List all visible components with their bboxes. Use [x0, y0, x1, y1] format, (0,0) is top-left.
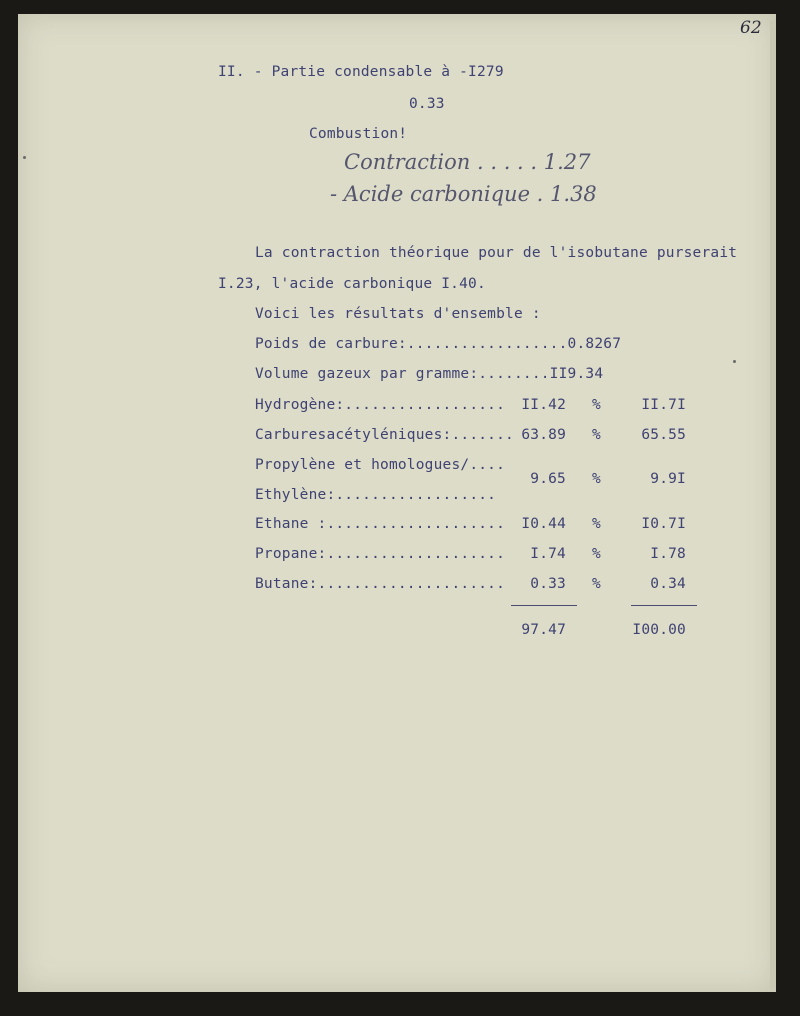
row-label: Hydrogène:.................. — [255, 397, 506, 413]
results-intro: Voici les résultats d'ensemble : — [255, 306, 541, 322]
sum-rule — [511, 605, 577, 606]
row-value-normalized: 9.9I — [650, 471, 686, 487]
row-label: Butane:..................... — [255, 576, 506, 592]
row-label: Propylène et homologues/.... — [255, 457, 506, 473]
row-value-normalized: 65.55 — [641, 427, 686, 443]
percent-sign: % — [592, 576, 601, 592]
row-value-normalized: 0.34 — [650, 576, 686, 592]
volume-line: Volume gazeux par gramme:........II9.34 — [255, 366, 604, 382]
percent-sign: % — [592, 516, 601, 532]
percent-sign: % — [592, 546, 601, 562]
row-value: 9.65 — [530, 471, 566, 487]
row-label: Ethane :.................... — [255, 516, 506, 532]
row-value: 63.89 — [521, 427, 566, 443]
row-value-normalized: I.78 — [650, 546, 686, 562]
row-label: Propane:.................... — [255, 546, 506, 562]
row-value: II.42 — [521, 397, 566, 413]
paper-speck — [733, 360, 736, 363]
row-label-secondary: Ethylène:.................. — [255, 487, 497, 503]
row-label: Carburesacétyléniques:....... — [255, 427, 514, 443]
total-value-normalized: I00.00 — [632, 622, 686, 638]
section-heading: II. - Partie condensable à -I279 — [218, 64, 504, 80]
heading-value: 0.33 — [409, 96, 445, 112]
paragraph-line-2: I.23, l'acide carbonique I.40. — [218, 276, 486, 292]
page-number: 62 — [740, 18, 762, 38]
row-value: I0.44 — [521, 516, 566, 532]
percent-sign: % — [592, 397, 601, 413]
total-value: 97.47 — [521, 622, 566, 638]
row-value-normalized: I0.7I — [641, 516, 686, 532]
percent-sign: % — [592, 427, 601, 443]
paragraph-line-1: La contraction théorique pour de l'isobutane purserait — [255, 245, 738, 261]
row-value-normalized: II.7I — [641, 397, 686, 413]
row-value: I.74 — [530, 546, 566, 562]
poids-line: Poids de carbure:..................0.8267 — [255, 336, 622, 352]
row-value: 0.33 — [530, 576, 566, 592]
paper-speck — [23, 156, 26, 159]
page-edge — [770, 20, 776, 988]
sum-rule-normalized — [631, 605, 697, 606]
handwritten-contraction: Contraction . . . . . 1.27 — [344, 150, 591, 174]
combustion-label: Combustion! — [309, 126, 408, 142]
percent-sign: % — [592, 471, 601, 487]
handwritten-acide-carbonique: - Acide carbonique . 1.38 — [330, 182, 597, 206]
